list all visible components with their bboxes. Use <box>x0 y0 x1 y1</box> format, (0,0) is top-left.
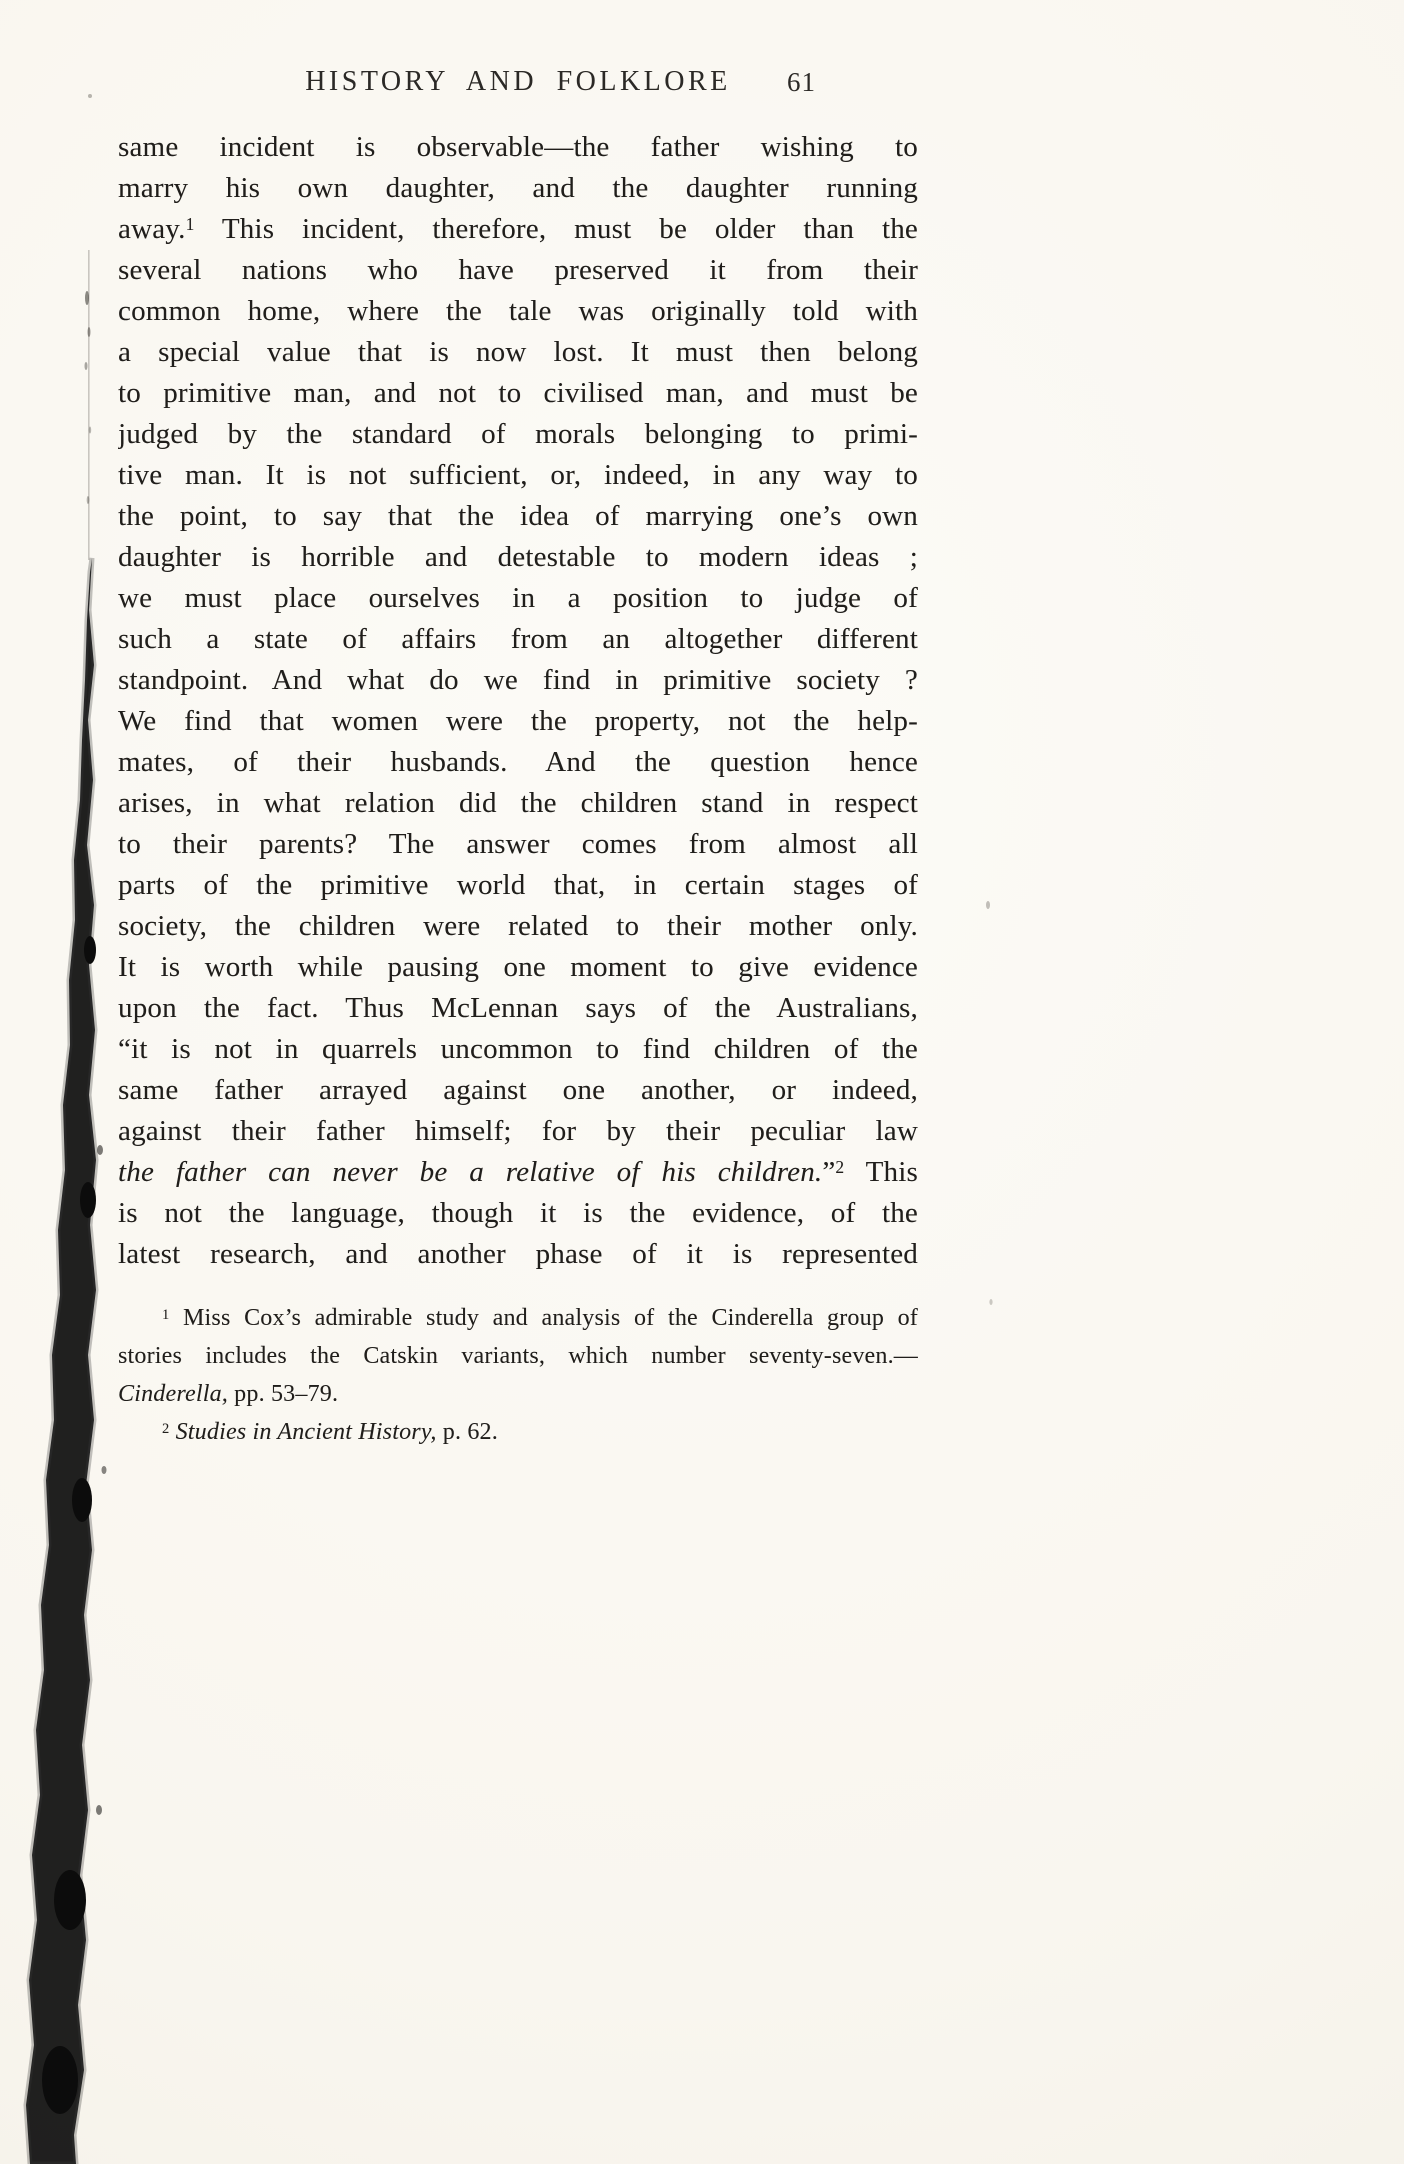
text-segment: “it is not in quarrels uncommon to find children of the <box>118 1033 918 1065</box>
body-line <box>118 373 918 414</box>
footnote-line <box>118 1337 918 1375</box>
body-line <box>118 865 918 906</box>
text-segment: same father arrayed against one another, or indeed, <box>118 1074 918 1106</box>
footnote-line <box>118 1299 918 1337</box>
text-segment: marry his own daughter, and the daughter running <box>118 172 918 204</box>
text-segment: away. <box>118 213 186 245</box>
body-line <box>118 209 918 250</box>
text-segment: upon the fact. Thus McLennan says of the Australians, <box>118 992 918 1024</box>
body-line <box>118 127 918 168</box>
body-line <box>118 947 918 988</box>
text-segment: standpoint. And what do we find in primitive society ? <box>118 664 918 696</box>
page-number: 61 <box>787 67 816 97</box>
text-segment: against their father himself; for by their peculiar law <box>118 1115 918 1147</box>
text-segment: society, the children were related to their mother only. <box>118 910 918 942</box>
footnote-marker: 2 <box>835 1157 845 1178</box>
body-line <box>118 824 918 865</box>
body-line <box>118 414 918 455</box>
body-line <box>118 1111 918 1152</box>
body-line <box>118 578 918 619</box>
text-segment: Studies in Ancient History, <box>175 1419 437 1445</box>
text-segment: to their parents? The answer comes from almost all <box>118 828 918 860</box>
body-line <box>118 1193 918 1234</box>
text-segment: we must place ourselves in a position to judge of <box>118 582 918 614</box>
footnotes <box>118 1299 918 1451</box>
text-segment: This <box>844 1156 918 1188</box>
body-line <box>118 291 918 332</box>
running-header <box>118 66 918 122</box>
body-line <box>118 783 918 824</box>
text-segment: p. 62. <box>436 1419 498 1445</box>
text-segment: the point, to say that the idea of marrying one’s own <box>118 500 918 532</box>
body-line <box>118 168 918 209</box>
body-line <box>118 250 918 291</box>
body-line <box>118 906 918 947</box>
text-segment: We find that women were the property, not the help- <box>118 705 918 737</box>
text-segment: Cinderella, <box>118 1381 228 1407</box>
text-segment: It is worth while pausing one moment to give evidence <box>118 951 918 983</box>
text-segment: pp. 53–79. <box>227 1381 339 1407</box>
text-segment: to primitive man, and not to civilised man, and must be <box>118 377 918 409</box>
running-header-title: HISTORY AND FOLKLORE <box>305 66 731 97</box>
body-line <box>118 619 918 660</box>
text-segment: parts of the primitive world that, in certain stages of <box>118 869 918 901</box>
body-line <box>118 496 918 537</box>
text-segment: same incident is observable—the father wishing to <box>118 131 918 163</box>
body-line <box>118 742 918 783</box>
text-block <box>118 66 918 1451</box>
body-line <box>118 1070 918 1111</box>
body-text <box>118 127 918 1275</box>
body-line <box>118 1152 918 1193</box>
footnote-line <box>118 1413 918 1451</box>
text-segment: Miss Cox’s admirable study and analysis of the Cinderella group of <box>169 1305 918 1331</box>
body-line <box>118 988 918 1029</box>
footnote-marker: 1 <box>162 1306 170 1323</box>
text-segment: latest research, and another phase of it is represented <box>118 1238 918 1270</box>
text-segment: is not the language, though it is the evidence, of the <box>118 1197 918 1229</box>
body-line <box>118 455 918 496</box>
text-segment: ” <box>822 1156 836 1188</box>
body-line <box>118 537 918 578</box>
body-line <box>118 660 918 701</box>
text-segment: a special value that is now lost. It must then belong <box>118 336 918 368</box>
text-segment: tive man. It is not sufficient, or, indeed, in any way to <box>118 459 918 491</box>
text-segment: daughter is horrible and detestable to modern ideas ; <box>118 541 918 573</box>
body-line <box>118 332 918 373</box>
text-segment: stories includes the Catskin variants, which number seventy-seven.— <box>118 1343 918 1369</box>
text-segment: common home, where the tale was originally told with <box>118 295 918 327</box>
text-segment: This incident, therefore, must be older than the <box>194 213 918 245</box>
text-segment: judged by the standard of morals belonging to primi- <box>118 418 918 450</box>
text-segment: such a state of affairs from an altogether different <box>118 623 918 655</box>
body-line <box>118 701 918 742</box>
footnote-marker: 1 <box>185 214 195 235</box>
text-segment: mates, of their husbands. And the question hence <box>118 746 918 778</box>
body-line <box>118 1234 918 1275</box>
text-segment: several nations who have preserved it from their <box>118 254 918 286</box>
text-segment: the father can never be a relative of his children. <box>118 1156 823 1188</box>
text-segment: arises, in what relation did the children stand in respect <box>118 787 918 819</box>
body-line <box>118 1029 918 1070</box>
footnote-line <box>118 1375 918 1413</box>
footnote-marker: 2 <box>162 1420 170 1437</box>
